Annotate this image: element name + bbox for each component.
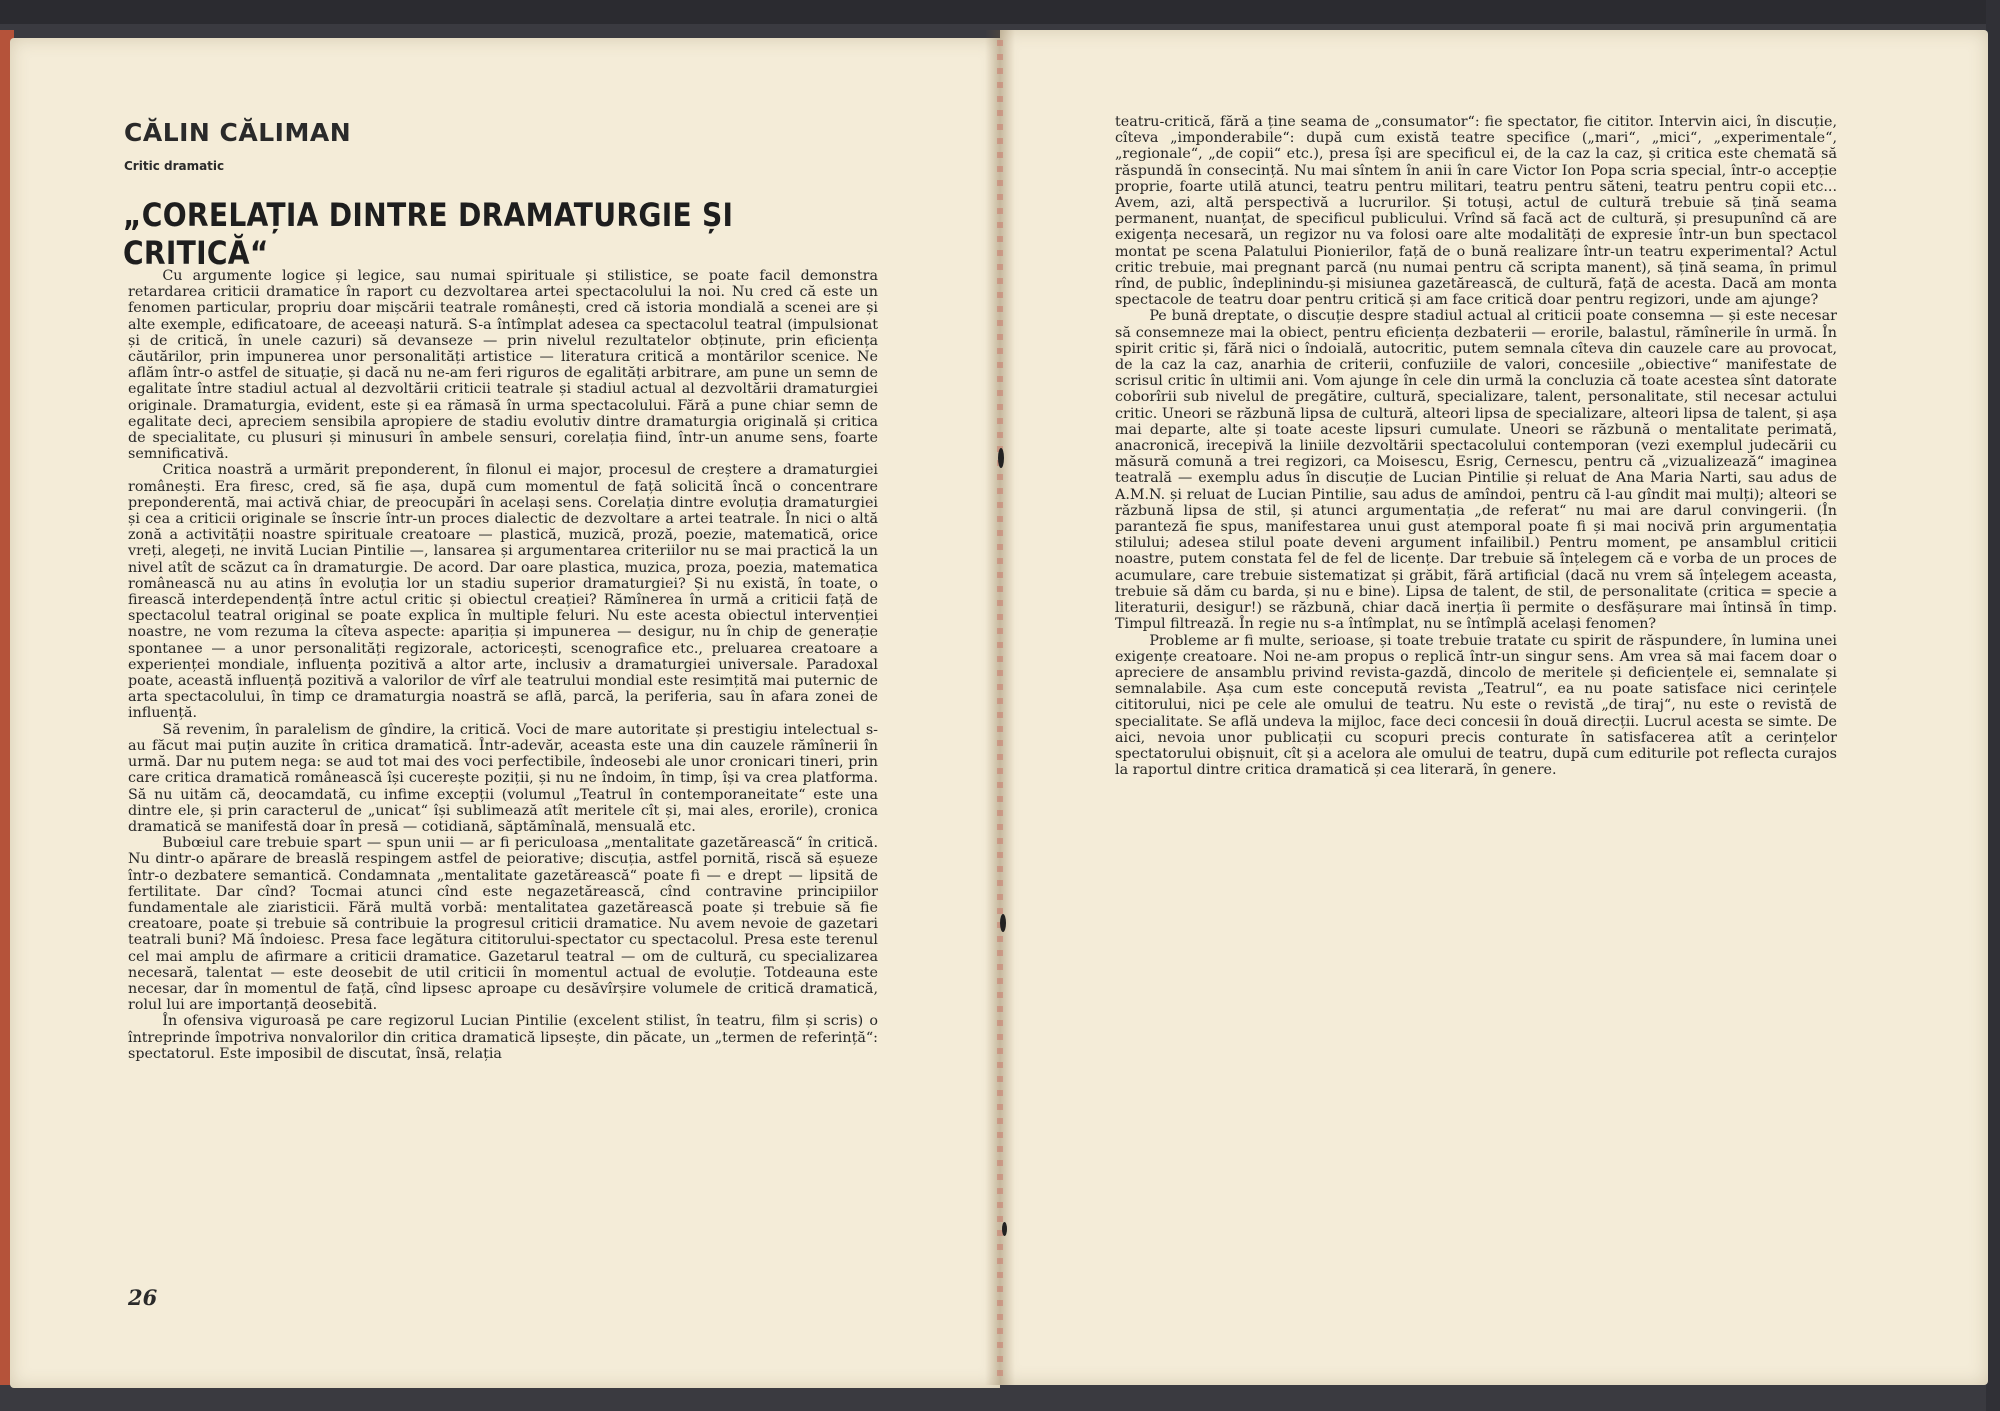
author-role: Critic dramatic — [124, 159, 225, 173]
paragraph: Pe bună dreptate, o discuție despre stadiul actual al criticii poate consemna — și este necesar să consemneze mai la obiect, pentru eficiența dezbaterii — erorile, balastul, rămînerile în urmă. În spirit critic și, fără nici o îndoială, autocritic, putem semnala cîteva din cauzele care au provocat, de la caz la caz, anarhia de criterii, confuziile de valori, concesiile „obiective“ manifestate de scrisul critic în ultimii ani. Vom ajunge în cele din urmă la concluzia că toate acestea sînt datorate coborîrii sub nivelul de pregătire, cultură, specializare, talent, personalitate, stil necesar actului critic. Uneori se răzbună lipsa de cultură, alteori lipsa de specializare, alteori lipsa de talent, și așa mai departe, alte și toate aceste lipsuri cumulate. Uneori se răzbună o mentalitate perimată, anacronică, irecepivă la liniile dezvoltării spectacolului contemporan (vezi exemplul judecării cu măsură comună a trei regizori, ca Moisescu, Esrig, Cernescu, pentru că „vizualizează“ imaginea teatrală — exemplu adus în discuție de Lucian Pintilie și reluat de Ana Maria Narti, sau adus de A.M.N. și reluat de Lucian Pintilie, sau adus de amîndoi, pentru că l-au gîndit mai mulți); alteori se răzbună lipsa de stil, și atunci argumentația „de referat“ nu mai are darul convingerii. (În paranteză fie spus, manifestarea unui gust atemporal poate fi și mai nocivă prin argumentația stilului; adesea stilul poate deveni argument infailibil.) Pentru moment, pe ansamblul criticii noastre, putem constata fel de fel de licențe. Dar trebuie să înțelegem că e vorba de un proces de acumulare, care trebuie sistematizat și grăbit, fără artificial (dacă nu vrem să înțelegem aceasta, trebuie să dăm cu barda, și nu e bine). Lipsa de talent, de stil, de personalitate (critica = specie a literaturii, desigur!) se răzbună, chiar dacă inerția îi permite o desfășurare mai întinsă în timp. Timpul filtrează. În regie nu s-a întîmplat, nu se întîmplă același fenomen? — [1115, 308, 1837, 633]
paragraph: teatru-critică, fără a ține seama de „consumator“: fie spectator, fie cititor. Intervin aici, în discuție, cîteva „imponderabile“: după cum există teatre specifice („mari“, „mici“, „experimentale“, „regionale“, „de copii“ etc.), presa își are specificul ei, de la caz la caz, și critica este chemată să răspundă în consecință. Nu mai sîntem în anii în care Victor Ion Popa scria special, într-o accepție proprie, foarte utilă atunci, teatru pentru militari, teatru pentru săteni, teatru pentru copii etc... Avem, azi, altă perspectivă a lucrurilor. Și totuși, actul de cultură trebuie să țină seama permanent, nuanțat, de specificul publicului. Vrînd să facă act de cultură, și presupunînd că are exigența necesară, un regizor nu va folosi oare alte modalități de expresie într-un bun spectacol montat pe scena Palatului Pionierilor, față de o bună realizare într-un teatru experimental? Actul critic trebuie, mai pregnant parcă (nu numai pentru că scripta manent), să țină seama, în primul rînd, de public, îndeplinindu-și misiunea gazetărească, de cultură, față de acesta. Dacă am monta spectacole de teatru doar pentru critică și am face critică doar pentru regizori, unde am ajunge? — [1115, 114, 1837, 309]
paragraph: În ofensiva viguroasă pe care regizorul Lucian Pintilie (excelent stilist, în teatru, film și scris) o întreprinde împotriva nonvalorilor din critica dramatică lipsește, din păcate, un „termen de referință“: spectatorul. Este imposibil de discutat, însă, relația — [128, 1013, 878, 1062]
binding-stitch — [997, 40, 1003, 1380]
ink-mark — [1002, 1222, 1007, 1236]
author-name: CĂLIN CĂLIMAN — [124, 118, 352, 147]
paragraph: Să revenim, în paralelism de gîndire, la critică. Voci de mare autoritate și prestigiu intelectual s-au făcut mai puțin auzite în critica dramatică. Într-adevăr, aceasta este una din cauzele rămînerii în urmă. Dar nu putem nega: se aud tot mai des voci perfectibile, îndeosebi ale unor cronicari tineri, prin care critica dramatică românească își cucerește poziții, și nu ne îndoim, în timp, își va crea platforma. Să nu uităm că, deocamdată, cu infime excepții (volumul „Teatrul în contemporaneitate“ este una dintre ele, și prin caracterul de „unicat“ își sublimează atît meritele cît și, mai ales, erorile), cronica dramatică se manifestă doar în presă — cotidiană, săptămînală, mensuală etc. — [128, 721, 878, 835]
background-top — [0, 0, 2000, 24]
ink-mark — [998, 448, 1004, 468]
paragraph: Critica noastră a urmărit preponderent, în filonul ei major, procesul de creștere a dramaturgiei românești. Era firesc, cred, să fie așa, după cum momentul de față solicită încă o concentrare preponderentă, mai activă chiar, de preocupări în același sens. Corelația dintre evoluția dramaturgiei și cea a criticii originale se înscrie într-un proces dialectic de dezvoltare a artei teatrale. În nici o altă zonă a activității noastre spirituale creatoare — plastică, muzică, proză, poezie, matematică, orice vreți, alegeți, ne invită Lucian Pintilie —, lansarea și argumentarea criteriilor nu se mai practică la un nivel atît de scăzut ca în dramaturgie. De acord. Dar oare plastica, muzica, proza, poezia, matematica românească nu au atins în evoluția lor un stadiu superior dramaturgiei? Și nu există, în toate, o firească interdependență între actul critic și obiectul creației? Rămînerea în urmă a criticii față de spectacolul teatral original se poate explica în multiple feluri. Nu este acesta obiectul intervenției noastre, ne vom rezuma la cîteva aspecte: apariția și impunerea — desigur, nu în chip de generație spontanee — a unor personalități regizorale, actoricești, scenografice etc., preluarea creatoare a experienței mondiale, influența pozitivă a altor arte, inclusiv a dramaturgiei universale. Paradoxal poate, această influență pozitivă a valorilor de vîrf ale teatrului mondial este resimțită mai puternic de arta spectacolului, în timp ce dramaturgia noastră se află, parcă, la periferia, sau în afara zonei de influență. — [128, 462, 878, 722]
background-right — [1986, 0, 2000, 1411]
paragraph: Cu argumente logice și legice, sau numai spirituale și stilistice, se poate facil demonstra retardarea criticii dramatice în raport cu dezvoltarea artei spectacolului la noi. Nu cred că este un fenomen particular, propriu doar mișcării teatrale românești, cred că istoria mondială a scenei are și alte exemple, edificatoare, de aceeași natură. S-a întîmplat adesea ca spectacolul teatral (impulsionat și de critică, în unele cazuri) să devanseze — prin nivelul rezultatelor obținute, prin eficiența căutărilor, prin impunerea unor personalități artistice — literatura critică a montărilor scenice. Ne aflăm într-o astfel de situație, și dacă nu ne-am feri riguros de egalități arbitrare, am pune un semn de egalitate între stadiul actual al dezvoltării criticii teatrale și stadiul actual al dezvoltării dramaturgiei originale. Dramaturgia, evident, este și ea rămasă în urma spectacolului. Fără a pune chiar semn de egalitate deci, apreciem sensibila apropiere de stadiu evolutiv dintre dramaturgia originală și critica de specialitate, cu plusuri și minusuri în ambele sensuri, corelația fiind, într-un anume sens, foarte semnificativă. — [128, 268, 878, 463]
ink-mark — [1000, 914, 1006, 932]
page-number: 26 — [128, 1285, 158, 1310]
right-text-column — [1115, 114, 1837, 778]
left-text-column — [128, 268, 878, 1062]
paragraph: Bubœiul care trebuie spart — spun unii — ar fi periculoasa „mentalitate gazetărească“ în critică. Nu dintr-o apărare de breaslă respingem astfel de peiorative; discuția, astfel pornită, riscă să eșueze într-o dezbatere semantică. Condamnata „mentalitate gazetărească“ poate fi — e drept — lipsită de fertilitate. Dar cînd? Tocmai atunci cînd este negazetărească, cînd contravine principiilor fundamentale ale ziaristicii. Fără multă vorbă: mentalitatea gazetărească poate și trebuie să fie creatoare, poate și trebuie să contribuie la progresul criticii dramatice. Nu avem nevoie de gazetari teatrali buni? Mă îndoiesc. Presa face legătura cititorului-spectator cu spectacolul. Presa este terenul cel mai amplu de afirmare a criticii dramatice. Gazetarul teatral — om de cultură, cu specializarea necesară, talentat — este deosebit de util criticii în momentul actual de evoluție. Totdeauna este necesar, dar în momentul de față, cînd lipsesc aproape cu desăvîrșire volumele de critică dramatică, rolul lui are importanță deosebită. — [128, 835, 878, 1014]
article-title: „CORELAȚIA DINTRE DRAMATURGIE ȘI CRITICĂ“ — [123, 196, 734, 272]
paragraph: Probleme ar fi multe, serioase, și toate trebuie tratate cu spirit de răspundere, în lumina unei exigențe creatoare. Noi ne-am propus o replică într-un singur sens. Am vrea să mai facem doar o apreciere de ansamblu privind revista-gazdă, dincolo de meritele și deficiențele ei, semnalate și semnalabile. Așa cum este concepută revista „Teatrul“, ea nu poate satisface nici cerințele cititorului, nici pe cele ale omului de teatru. Nu este o revistă „de tiraj“, nu este o revistă de specialitate. Se află undeva la mijloc, face deci concesii în două direcții. Lucrul acesta se simte. De aici, nevoia unor publicații cu scopuri precis conturate în satisfacerea atît a cerințelor spectatorului obișnuit, cît și a acelora ale omului de teatru, după cum editurile pot reflecta curajos la raportul dintre critica dramatică și cea literară, în genere. — [1115, 632, 1837, 779]
